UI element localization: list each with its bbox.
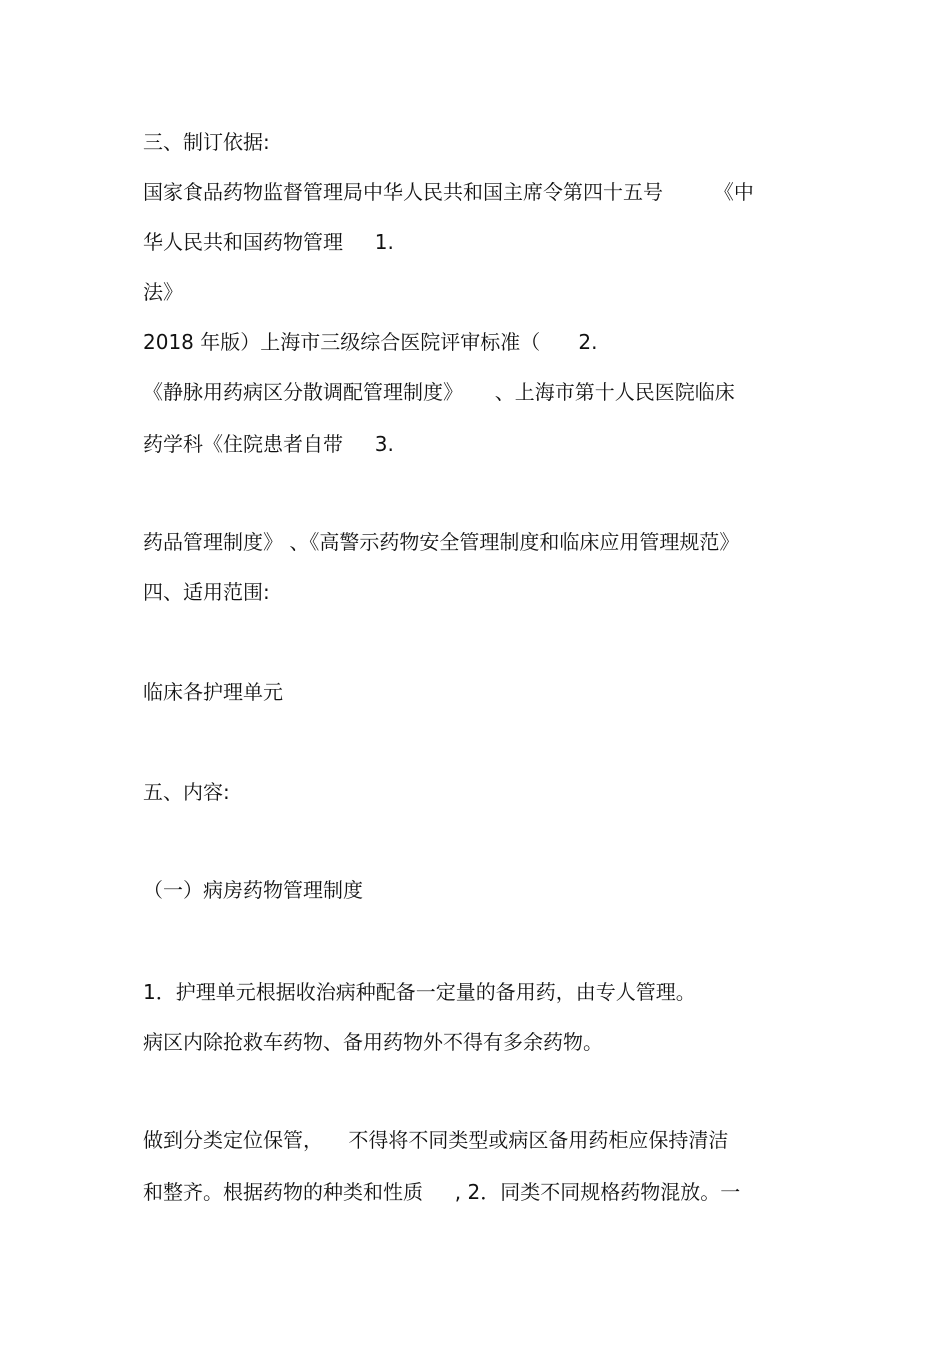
- section-heading-content: 五、内容:: [143, 780, 230, 804]
- section-heading-scope: 四、适用范围:: [143, 580, 270, 604]
- text-line: 华人民共和国药物管理 1.: [143, 230, 394, 254]
- text-line: 病区内除抢救车药物、备用药物外不得有多余药物。: [143, 1030, 603, 1054]
- text-line: 做到分类定位保管， 不得将不同类型或病区备用药柜应保持清洁: [143, 1128, 729, 1152]
- text-line: 药品管理制度》 、《高警示药物安全管理制度和临床应用管理规范》: [143, 530, 740, 554]
- text-line: 药学科《住院患者自带 3.: [143, 432, 394, 456]
- section-heading-basis: 三、制订依据:: [143, 130, 270, 154]
- text-line: 临床各护理单元: [143, 680, 283, 704]
- text-line: 1．护理单元根据收治病种配备一定量的备用药，由专人管理。: [143, 980, 696, 1004]
- text-line: 法》: [143, 280, 183, 304]
- text-line: 2018 年版）上海市三级综合医院评审标准（ 2.: [143, 330, 598, 354]
- text-line: 和整齐。根据药物的种类和性质 , 2．同类不同规格药物混放。一: [143, 1180, 741, 1204]
- subsection-heading: （一）病房药物管理制度: [143, 878, 363, 902]
- text-line: 《静脉用药病区分散调配管理制度》 、上海市第十人民医院临床: [143, 380, 735, 404]
- text-line: 国家食品药物监督管理局中华人民共和国主席令第四十五号 《中: [143, 180, 754, 204]
